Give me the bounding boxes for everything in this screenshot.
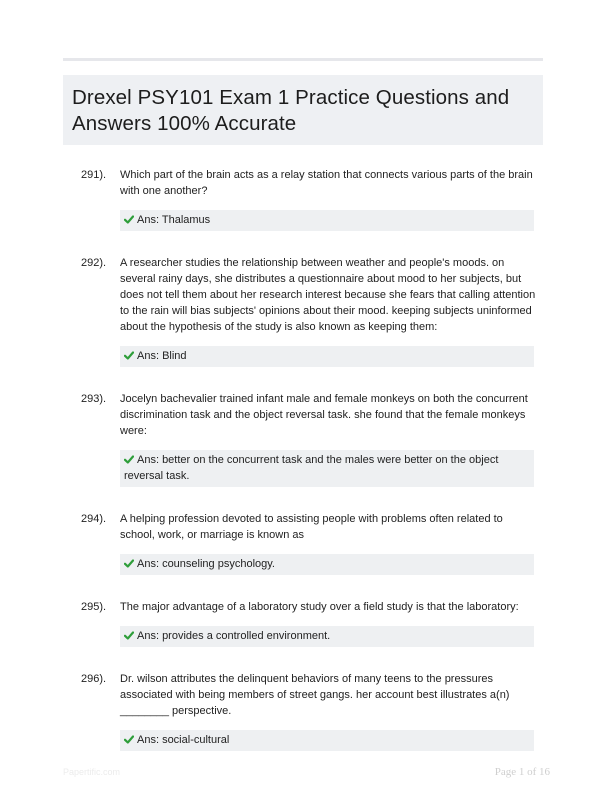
answer-text: Ans: better on the concurrent task and the males were better on the object reversal task.: [124, 454, 499, 482]
question-number: 296).: [81, 673, 107, 685]
page-indicator: Page 1 of 16: [494, 766, 550, 778]
answer-text: Ans: social-cultural: [137, 734, 230, 746]
answer-box: [120, 346, 534, 367]
question-number: 293).: [81, 393, 107, 405]
question-item: [0, 511, 606, 575]
question-text: The major advantage of a laboratory study over a field study is that the laboratory:: [120, 601, 519, 613]
question-text: Jocelyn bachevalier trained infant male and female monkeys on both the concurrent discrimination task and the object reversal task. she found that the female monkeys were:: [120, 393, 528, 437]
checkmark-icon: [124, 455, 134, 464]
question-text: Which part of the brain acts as a relay station that connects various parts of the brain with one another?: [120, 169, 533, 197]
footer-watermark: Papertific.com: [63, 767, 121, 777]
checkmark-icon: [124, 631, 134, 640]
checkmark-icon: [124, 559, 134, 568]
answer-text: Ans: Blind: [137, 350, 187, 362]
checkmark-icon: [124, 351, 134, 360]
question-item: [0, 599, 606, 647]
question-number: 295).: [81, 601, 107, 613]
answer-text: Ans: provides a controlled environment.: [137, 630, 331, 642]
question-number: 292).: [81, 257, 107, 269]
answer-text: Ans: counseling psychology.: [137, 558, 275, 570]
checkmark-icon: [124, 735, 134, 744]
checkmark-icon: [124, 215, 134, 224]
question-text: A researcher studies the relationship between weather and people's moods. on several rainy days, she distributes a questionnaire about mood to her subjects, but does not tell them about her research interest because she fears that calling attention to the rain will bias subjects' opinions about their mood. keeping subjects uninformed about the hypothesis of the study is also known as keeping them:: [120, 257, 536, 333]
answer-box: [120, 730, 534, 751]
question-list: [0, 167, 606, 751]
question-text: Dr. wilson attributes the delinquent behaviors of many teens to the pressures associated with being members of street gangs. her account best illustrates a(n) ________ perspective.: [120, 673, 510, 717]
answer-box: [120, 554, 534, 575]
question-item: [0, 255, 606, 367]
question-item: [0, 167, 606, 231]
question-item: [0, 671, 606, 751]
answer-box: [120, 210, 534, 231]
answer-box: [120, 450, 534, 487]
question-number: 291).: [81, 169, 107, 181]
document-title: Drexel PSY101 Exam 1 Practice Questions and Answers 100% Accurate: [72, 86, 510, 135]
question-text: A helping profession devoted to assisting people with problems often related to school, work, or marriage is known as: [120, 513, 503, 541]
answer-box: [120, 626, 534, 647]
question-item: [0, 391, 606, 487]
question-number: 294).: [81, 513, 107, 525]
title-banner: [63, 75, 543, 145]
answer-text: Ans: Thalamus: [137, 214, 211, 226]
top-divider: [63, 58, 543, 61]
